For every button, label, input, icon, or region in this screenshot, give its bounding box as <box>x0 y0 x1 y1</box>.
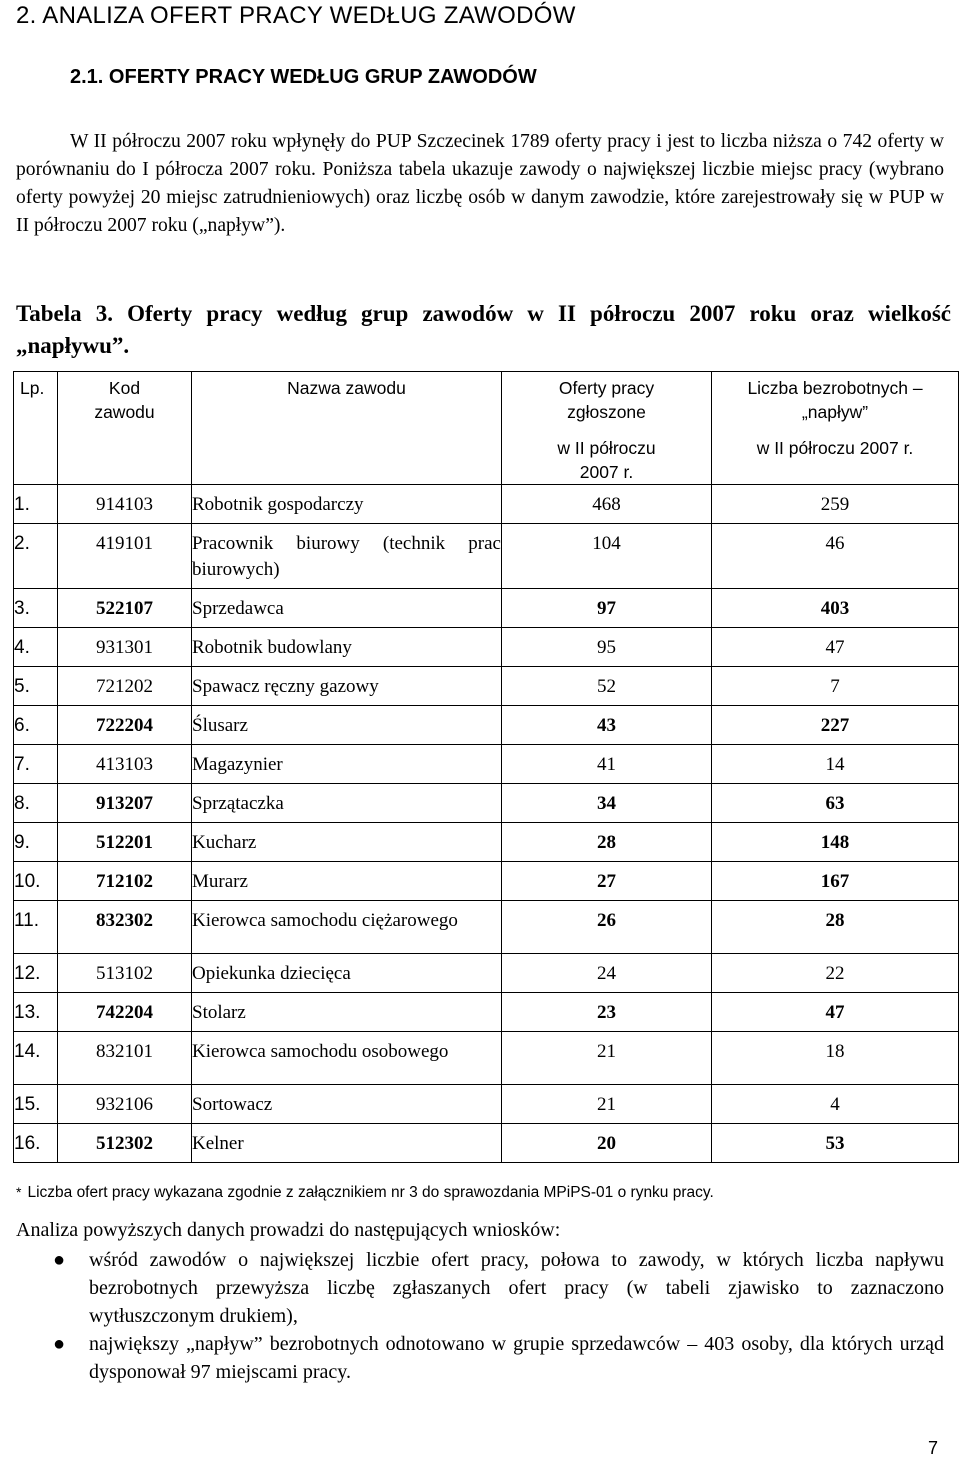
footnote-marker: * <box>16 1184 22 1200</box>
row-kod: 512302 <box>58 1124 192 1163</box>
table-row <box>14 784 959 823</box>
table-row <box>14 706 959 745</box>
table-body <box>14 485 959 1163</box>
intro-paragraph: W II półroczu 2007 roku wpłynęły do PUP Szczecinek 1789 oferty pracy i jest to liczba niższa o 742 oferty w porównaniu do I półrocza 2007 roku. Poniższa tabela ukazuje zawody o największej liczbie miejsc pracy (wybrano oferty powyżej 20 miejsc zatrudnieniowych) oraz liczbę osób w danym zawodzie, które zarejestrowały się w PUP w II półroczu 2007 roku („napływ”). <box>16 131 944 236</box>
row-kod: 914103 <box>58 485 192 524</box>
row-lp: 7. <box>14 745 58 784</box>
header-kod <box>58 372 192 485</box>
row-kod: 522107 <box>58 589 192 628</box>
header-naplyw-period: w II półroczu 2007 r. <box>756 438 914 458</box>
row-nazwa: Magazynier <box>192 745 502 784</box>
row-oferty: 41 <box>502 745 712 784</box>
header-oferty-period: w II półroczu 2007 r. <box>557 438 656 482</box>
row-naplyw: 63 <box>712 784 959 823</box>
row-lp: 1. <box>14 485 58 524</box>
row-naplyw: 47 <box>712 628 959 667</box>
row-kod: 913207 <box>58 784 192 823</box>
table-row <box>14 901 959 954</box>
row-naplyw: 227 <box>712 706 959 745</box>
row-oferty: 26 <box>502 901 712 954</box>
row-kod: 712102 <box>58 862 192 901</box>
table-row <box>14 745 959 784</box>
table-row <box>14 993 959 1032</box>
row-kod: 721202 <box>58 667 192 706</box>
row-naplyw: 14 <box>712 745 959 784</box>
row-kod: 722204 <box>58 706 192 745</box>
row-nazwa: Spawacz ręczny gazowy <box>192 667 502 706</box>
table-row <box>14 628 959 667</box>
row-lp: 16. <box>14 1124 58 1163</box>
table-row <box>14 1124 959 1163</box>
row-kod: 932106 <box>58 1085 192 1124</box>
row-naplyw: 22 <box>712 954 959 993</box>
row-nazwa: Sprzedawca <box>192 589 502 628</box>
row-naplyw: 7 <box>712 667 959 706</box>
row-lp: 9. <box>14 823 58 862</box>
conclusion-item <box>0 1246 944 1330</box>
bullet-icon: ● <box>53 1333 66 1355</box>
conclusion-list <box>0 1246 944 1386</box>
row-naplyw: 259 <box>712 485 959 524</box>
row-lp: 8. <box>14 784 58 823</box>
row-nazwa: Kucharz <box>192 823 502 862</box>
row-kod: 513102 <box>58 954 192 993</box>
bullet-icon: ● <box>53 1249 66 1271</box>
table-header-row <box>14 372 959 485</box>
row-kod: 832101 <box>58 1032 192 1085</box>
row-oferty: 104 <box>502 524 712 589</box>
row-nazwa: Sortowacz <box>192 1085 502 1124</box>
row-kod: 413103 <box>58 745 192 784</box>
footnote <box>16 1184 714 1202</box>
conclusion-item-text: wśród zawodów o największej liczbie ofert pracy, połowa to zawody, w których liczba napływu bezrobotnych przewyższa liczbę zgłaszanych ofert pracy (w tabeli zjawisko to zaznaczono wytłuszczonym drukiem), <box>89 1249 944 1327</box>
row-nazwa: Robotnik gospodarczy <box>192 485 502 524</box>
header-kod-label: Kod zawodu <box>94 378 155 422</box>
row-nazwa: Murarz <box>192 862 502 901</box>
row-naplyw: 47 <box>712 993 959 1032</box>
row-lp: 5. <box>14 667 58 706</box>
header-nazwa: Nazwa zawodu <box>192 372 502 485</box>
row-oferty: 468 <box>502 485 712 524</box>
header-naplyw-label: Liczba bezrobotnych – „napływ” <box>747 378 923 422</box>
row-lp: 10. <box>14 862 58 901</box>
row-oferty: 20 <box>502 1124 712 1163</box>
footnote-text: Liczba ofert pracy wykazana zgodnie z załącznikiem nr 3 do sprawozdania MPiPS-01 o rynku pracy. <box>27 1184 714 1201</box>
row-lp: 2. <box>14 524 58 589</box>
row-naplyw: 4 <box>712 1085 959 1124</box>
row-oferty: 23 <box>502 993 712 1032</box>
row-lp: 4. <box>14 628 58 667</box>
row-oferty: 95 <box>502 628 712 667</box>
row-nazwa: Kelner <box>192 1124 502 1163</box>
row-lp: 15. <box>14 1085 58 1124</box>
table-row <box>14 954 959 993</box>
row-kod: 832302 <box>58 901 192 954</box>
row-oferty: 27 <box>502 862 712 901</box>
row-oferty: 43 <box>502 706 712 745</box>
row-naplyw: 18 <box>712 1032 959 1085</box>
conclusion-intro: Analiza powyższych danych prowadzi do następujących wniosków: <box>16 1219 561 1241</box>
header-oferty-label: Oferty pracy zgłoszone <box>558 378 655 422</box>
table-caption: Tabela 3. Oferty pracy według grup zawodów w II półroczu 2007 roku oraz wielkość „napływu”. <box>16 301 951 358</box>
row-kod: 419101 <box>58 524 192 589</box>
row-naplyw: 28 <box>712 901 959 954</box>
row-naplyw: 53 <box>712 1124 959 1163</box>
header-oferty <box>502 372 712 485</box>
row-kod: 512201 <box>58 823 192 862</box>
row-nazwa: Pracownik biurowy (technik prac biurowych) <box>192 524 502 589</box>
row-lp: 11. <box>14 901 58 954</box>
row-nazwa: Opiekunka dziecięca <box>192 954 502 993</box>
row-nazwa: Kierowca samochodu ciężarowego <box>192 901 502 954</box>
conclusion-item <box>0 1330 944 1386</box>
row-naplyw: 167 <box>712 862 959 901</box>
row-lp: 14. <box>14 1032 58 1085</box>
row-lp: 6. <box>14 706 58 745</box>
row-kod: 931301 <box>58 628 192 667</box>
row-naplyw: 403 <box>712 589 959 628</box>
table-row <box>14 485 959 524</box>
header-lp: Lp. <box>14 372 58 485</box>
row-nazwa: Sprzątaczka <box>192 784 502 823</box>
row-naplyw: 148 <box>712 823 959 862</box>
table-row <box>14 1032 959 1085</box>
table-row <box>14 862 959 901</box>
row-oferty: 97 <box>502 589 712 628</box>
row-nazwa: Ślusarz <box>192 706 502 745</box>
row-nazwa: Stolarz <box>192 993 502 1032</box>
table-row <box>14 667 959 706</box>
row-nazwa: Kierowca samochodu osobowego <box>192 1032 502 1085</box>
section-heading: 2. ANALIZA OFERT PRACY WEDŁUG ZAWODÓW <box>16 2 576 29</box>
row-lp: 13. <box>14 993 58 1032</box>
row-oferty: 24 <box>502 954 712 993</box>
row-naplyw: 46 <box>712 524 959 589</box>
row-oferty: 21 <box>502 1032 712 1085</box>
row-oferty: 21 <box>502 1085 712 1124</box>
row-nazwa: Robotnik budowlany <box>192 628 502 667</box>
page-number: 7 <box>928 1438 939 1458</box>
table-row <box>14 1085 959 1124</box>
row-lp: 3. <box>14 589 58 628</box>
conclusion-item-text: największy „napływ” bezrobotnych odnotowano w grupie sprzedawców – 403 osoby, dla których urząd dysponował 97 miejscami pracy. <box>89 1333 944 1383</box>
occupations-table <box>13 371 959 1163</box>
row-oferty: 52 <box>502 667 712 706</box>
table-row <box>14 823 959 862</box>
subsection-heading: 2.1. OFERTY PRACY WEDŁUG GRUP ZAWODÓW <box>70 66 537 88</box>
row-oferty: 28 <box>502 823 712 862</box>
header-naplyw <box>712 372 959 485</box>
table-row <box>14 524 959 589</box>
row-kod: 742204 <box>58 993 192 1032</box>
table-row <box>14 589 959 628</box>
row-lp: 12. <box>14 954 58 993</box>
row-oferty: 34 <box>502 784 712 823</box>
